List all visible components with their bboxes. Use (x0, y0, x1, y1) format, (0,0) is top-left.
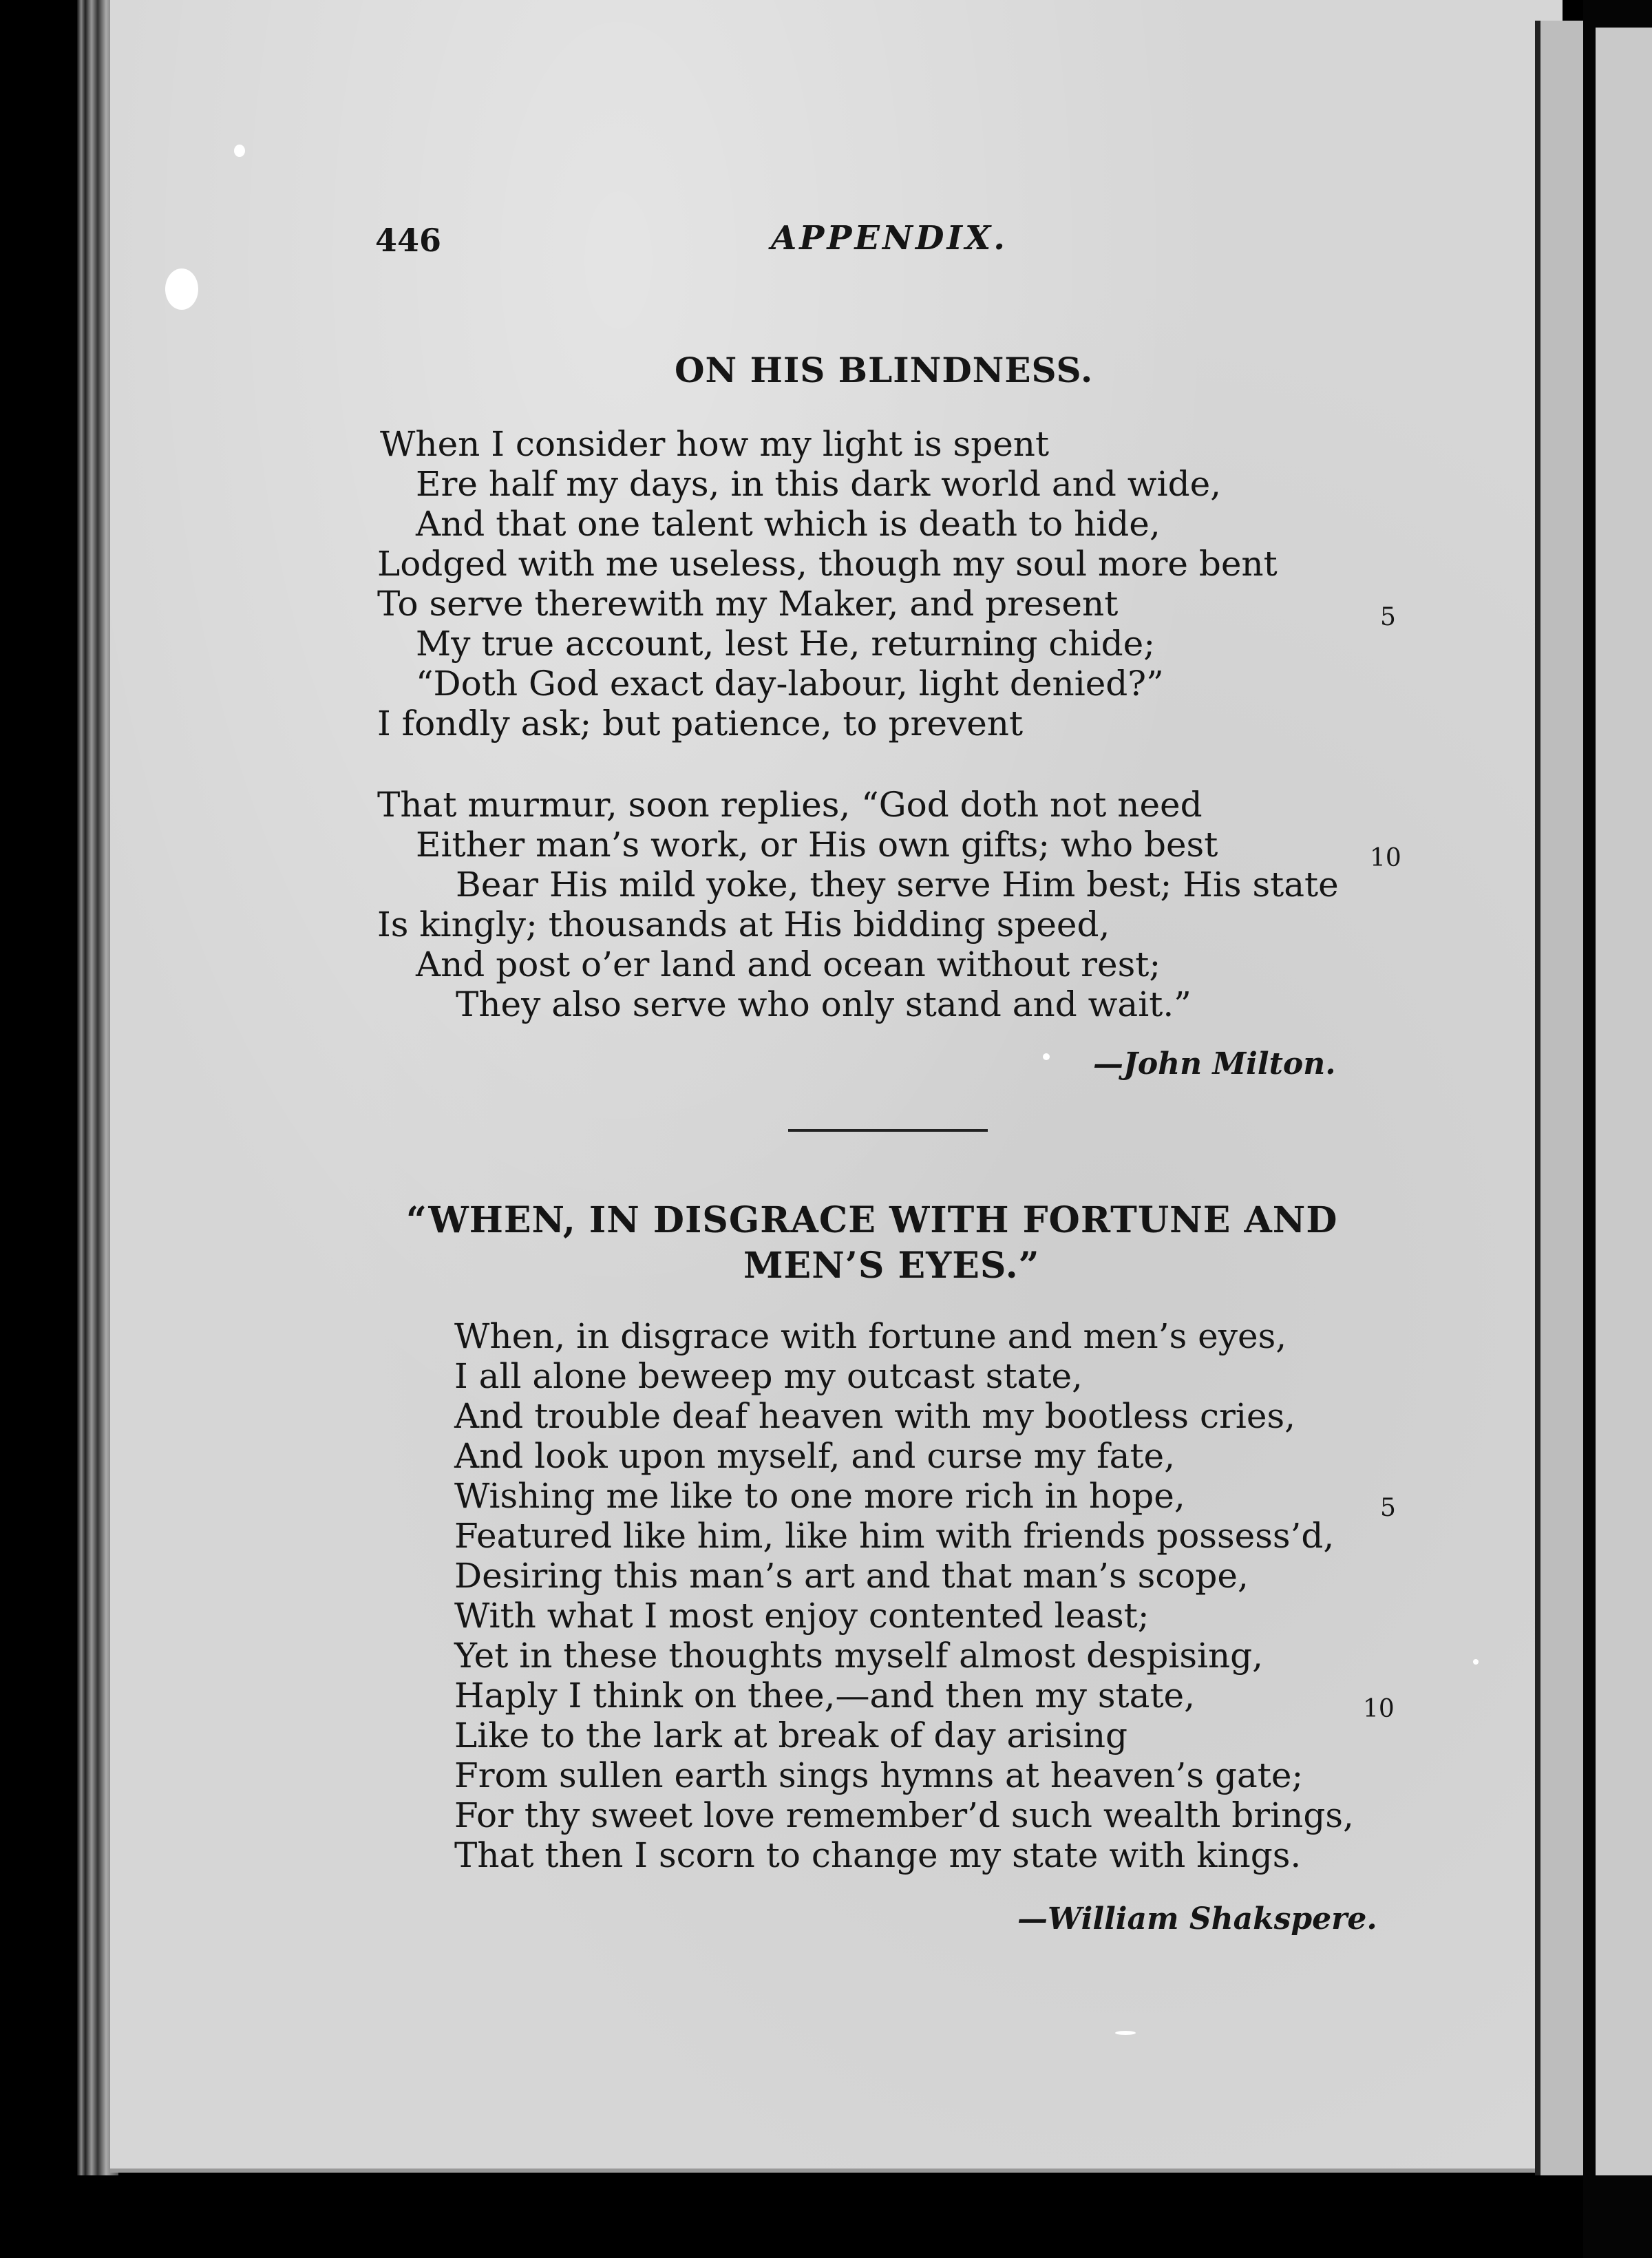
poem-line: And that one talent which is death to hide, (416, 504, 1161, 544)
poem-line: For thy sweet love remember’d such wealth brings, (454, 1795, 1354, 1835)
poem-line: Yet in these thoughts myself almost despising, (454, 1636, 1264, 1676)
poem-line: That murmur, soon replies, “God doth not need (377, 785, 1203, 825)
poem-line: Haply I think on thee,—and then my state, (454, 1676, 1196, 1716)
poem-line: “Doth God exact day-labour, light denied?” (416, 664, 1164, 704)
poem-line: And trouble deaf heaven with my bootless cries, (454, 1396, 1295, 1436)
line-number: 5 (1380, 1494, 1396, 1522)
running-head: APPENDIX. (771, 219, 1008, 257)
poem-line: To serve therewith my Maker, and present (377, 584, 1119, 624)
poem-line: And post o’er land and ocean without rest; (416, 945, 1161, 984)
line-number: 5 (1380, 603, 1396, 631)
poem-line: When, in disgrace with fortune and men’s eyes, (454, 1316, 1287, 1356)
page-number: 446 (375, 222, 442, 259)
poem-title: “WHEN, IN DISGRACE WITH FORTUNE AND (406, 1199, 1338, 1241)
poem-line: Either man’s work, or His own gifts; who best (416, 825, 1218, 865)
poem-line: My true account, lest He, returning chide; (416, 624, 1156, 664)
line-number: 10 (1363, 1695, 1395, 1723)
adjacent-page-edge (1596, 28, 1652, 2175)
poem-line: Lodged with me useless, though my soul more bent (377, 544, 1278, 584)
attribution: —William Shakspere. (1017, 1901, 1377, 1937)
section-divider (788, 1129, 988, 1132)
poem-line: Ere half my days, in this dark world and wide, (416, 464, 1222, 504)
poem-line: And look upon myself, and curse my fate, (454, 1436, 1176, 1476)
poem-line: Desiring this man’s art and that man’s scope, (454, 1556, 1249, 1596)
poem-line: When I consider how my light is spent (380, 424, 1050, 464)
attribution: —John Milton. (1093, 1046, 1336, 1081)
page-margin-right (1535, 21, 1589, 2175)
line-number: 10 (1370, 844, 1401, 872)
poem-title-continued: MEN’S EYES.” (743, 1245, 1040, 1287)
poem-line: I all alone beweep my outcast state, (454, 1356, 1083, 1396)
poem-line: Is kingly; thousands at His bidding speed, (377, 905, 1110, 945)
poem-line: Wishing me like to one more rich in hope, (454, 1476, 1185, 1516)
poem-line: That then I scorn to change my state with kings. (454, 1835, 1302, 1875)
poem-line: They also serve who only stand and wait.” (456, 984, 1192, 1024)
poem-line: Featured like him, like him with friends possess’d, (454, 1516, 1335, 1556)
poem-line: With what I most enjoy contented least; (454, 1596, 1150, 1636)
poem-line: Like to the lark at break of day arising (454, 1716, 1128, 1755)
poem-title: ON HIS BLINDNESS. (675, 350, 1094, 390)
poem-line: Bear His mild yoke, they serve Him best; His state (456, 865, 1339, 905)
poem-line: From sullen earth sings hymns at heaven’s gate; (454, 1755, 1304, 1795)
poem-line: I fondly ask; but patience, to prevent (377, 704, 1024, 743)
